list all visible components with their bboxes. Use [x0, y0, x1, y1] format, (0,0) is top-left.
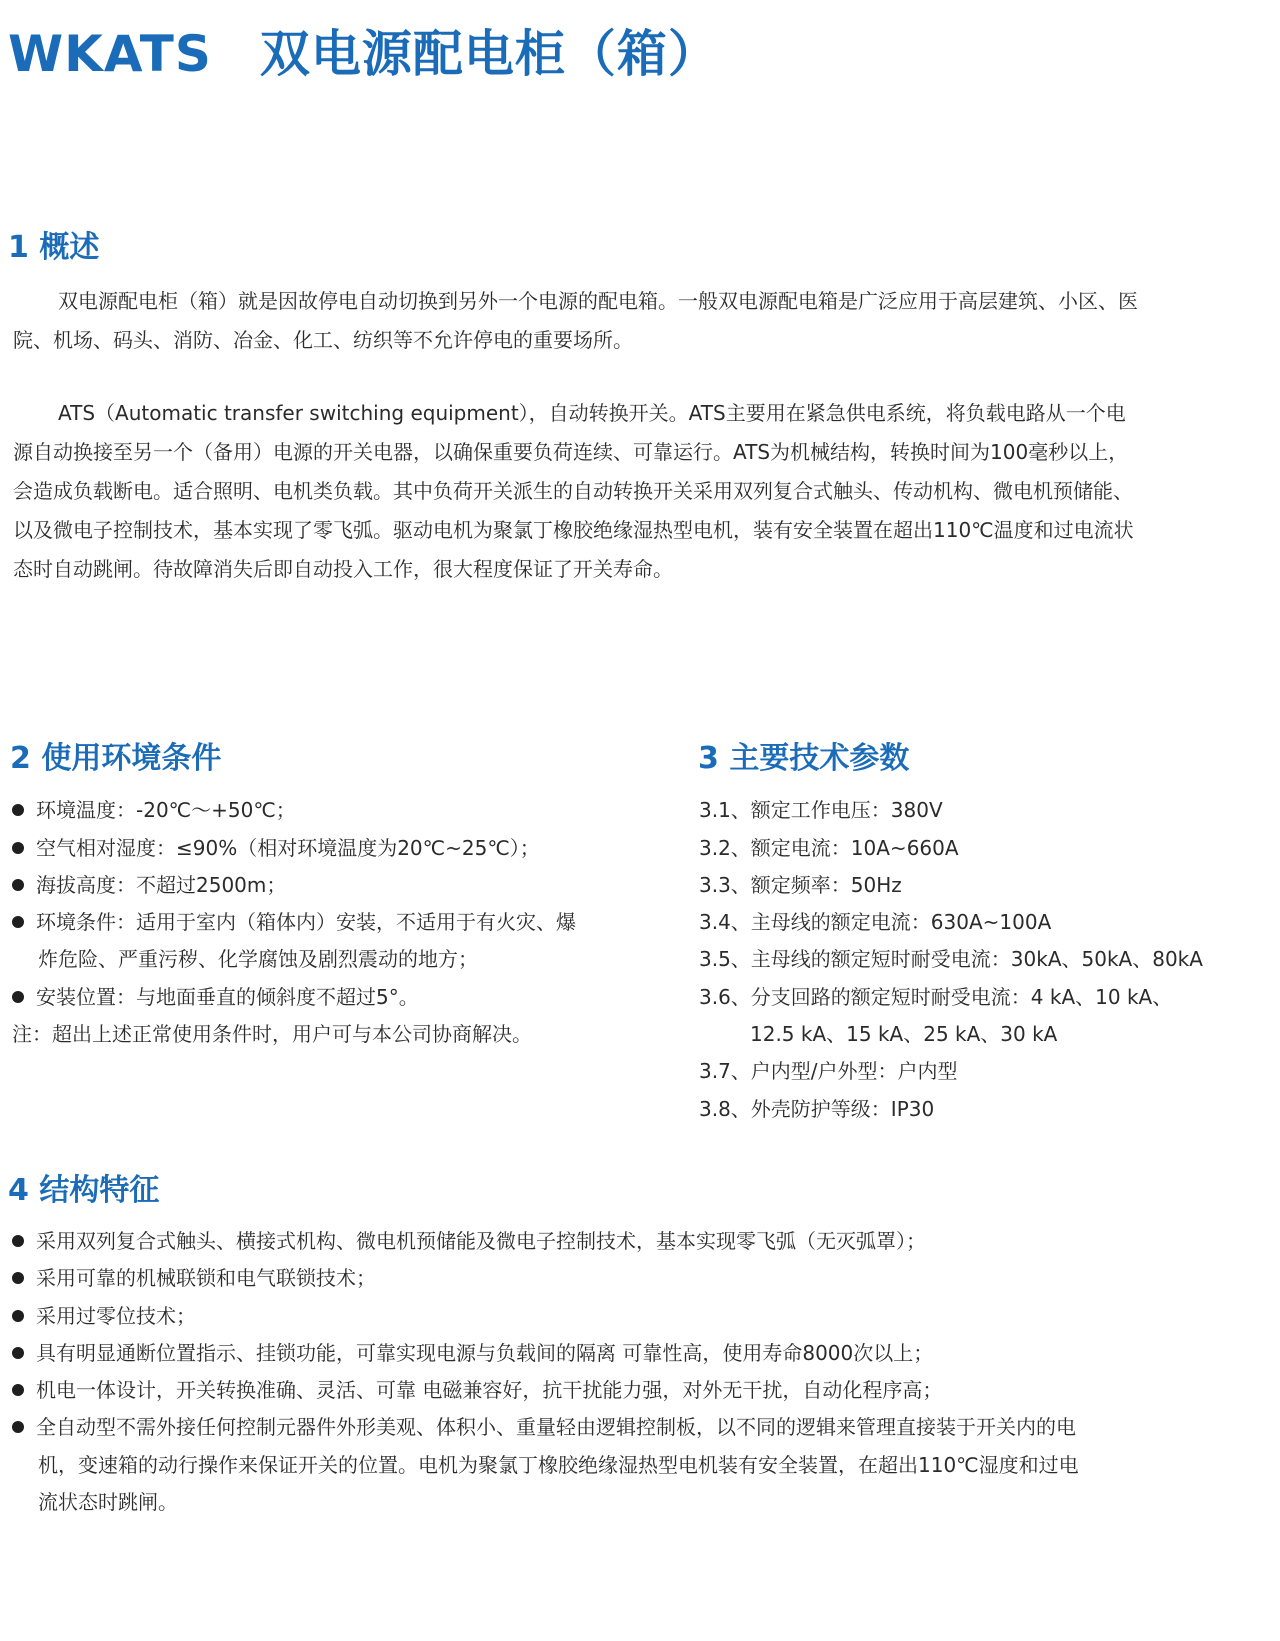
- bullet-dot: [12, 1310, 24, 1322]
- param-branch-withstand: 3.6、分支回路的额定短时耐受电流：4 kA、10 kA、: [699, 985, 1173, 1009]
- feature-item: 采用可靠的机械联锁和电气联锁技术；: [12, 1259, 376, 1298]
- param-indoor-outdoor: 3.7、户内型/户外型：户内型: [699, 1059, 958, 1083]
- bullet-dot: [12, 879, 24, 891]
- param-branch-withstand-cont: 12.5 kA、15 kA、25 kA、30 kA: [750, 1022, 1058, 1046]
- feature-item: 机电一体设计，开关转换准确、灵活、可靠 电磁兼容好，抗干扰能力强，对外无干扰，自动化程序高；: [12, 1371, 942, 1410]
- feature-item: 具有明显通断位置指示、挂锁功能，可靠实现电源与负载间的隔离 可靠性高，使用寿命8000次以上；: [12, 1334, 933, 1373]
- env-item-altitude: 海拔高度：不超过2500m；: [12, 866, 286, 905]
- param-rated-voltage: 3.1、额定工作电压：380V: [699, 798, 943, 822]
- param-rated-frequency: 3.3、额定频率：50Hz: [699, 873, 902, 897]
- env-item-installation: 安装位置：与地面垂直的倾斜度不超过5°。: [12, 978, 419, 1017]
- page-title: [8, 14, 719, 86]
- env-item-humidity: 空气相对湿度：≤90%（相对环境温度为20℃~25℃）；: [12, 829, 540, 868]
- section-3-heading: 3 主要技术参数: [698, 741, 910, 776]
- title-name: 双电源配电柜（箱）: [259, 25, 719, 83]
- section-1-heading: 1 概述: [8, 230, 100, 265]
- feature-item: 全自动型不需外接任何控制元器件外形美观、体积小、重量轻由逻辑控制板，以不同的逻辑来管理直接装于开关内的电: [12, 1408, 1076, 1447]
- feature-item: 采用双列复合式触头、横接式机构、微电机预储能及微电子控制技术，基本实现零飞弧（无灭弧罩）；: [12, 1222, 926, 1261]
- bullet-dot: [12, 1421, 24, 1433]
- bullet-dot: [12, 916, 24, 928]
- section-4-heading: 4 结构特征: [8, 1173, 160, 1208]
- bullet-dot: [12, 1235, 24, 1247]
- env-item-conditions: 环境条件：适用于室内（箱体内）安装，不适用于有火灾、爆: [12, 903, 576, 942]
- bullet-dot: [12, 804, 24, 816]
- env-item-temperature: 环境温度：-20℃～+50℃；: [12, 791, 296, 830]
- bullet-dot: [12, 1272, 24, 1284]
- param-rated-current: 3.2、额定电流：10A~660A: [699, 836, 959, 860]
- env-item-conditions-cont: 炸危险、严重污秽、化学腐蚀及剧烈震动的地方；: [38, 947, 478, 971]
- env-note: 注：超出上述正常使用条件时，用户可与本公司协商解决。: [12, 1022, 532, 1046]
- feature-item: 采用过零位技术；: [12, 1297, 196, 1336]
- bullet-dot: [12, 1347, 24, 1359]
- overview-paragraph-2: ATS（Automatic transfer switching equipment），自动转换开关。ATS主要用在紧急供电系统，将负载电路从一个电源自动换接至另一个（备用）电源的开关电器，以确保重要负荷连续、可靠运行。ATS为机械结构，转换时间为100毫秒以上，会造成负载断电。适合照明、电机类负载。其中负荷开关派生的自动转换开关采用双列复合式触头、传动机构、微电机预储能、以及微电子控制技术，基本实现了零飞弧。驱动电机为聚氯丁橡胶绝缘湿热型电机，装有安全装置在超出110℃温度和过电流状态时自动跳闸。待故障消失后即自动投入工作，很大程度保证了开关寿命。: [13, 401, 1134, 581]
- param-busbar-current: 3.4、主母线的额定电流：630A~100A: [699, 910, 1052, 934]
- overview-paragraph-1: 双电源配电柜（箱）就是因故停电自动切换到另外一个电源的配电箱。一般双电源配电箱是广泛应用于高层建筑、小区、医院、机场、码头、消防、冶金、化工、纺织等不允许停电的重要场所。: [13, 289, 1138, 352]
- bullet-dot: [12, 1384, 24, 1396]
- bullet-dot: [12, 991, 24, 1003]
- feature-item-cont: 机，变速箱的动行操作来保证开关的位置。电机为聚氯丁橡胶绝缘湿热型电机装有安全装置，在超出110℃湿度和过电: [38, 1453, 1079, 1477]
- section-2-heading: 2 使用环境条件: [10, 741, 222, 776]
- param-protection-grade: 3.8、外壳防护等级：IP30: [699, 1097, 935, 1121]
- param-busbar-withstand: 3.5、主母线的额定短时耐受电流：30kA、50kA、80kA: [699, 947, 1203, 971]
- bullet-dot: [12, 842, 24, 854]
- feature-item-cont: 流状态时跳闸。: [38, 1490, 178, 1514]
- title-code: WKATS: [8, 25, 212, 83]
